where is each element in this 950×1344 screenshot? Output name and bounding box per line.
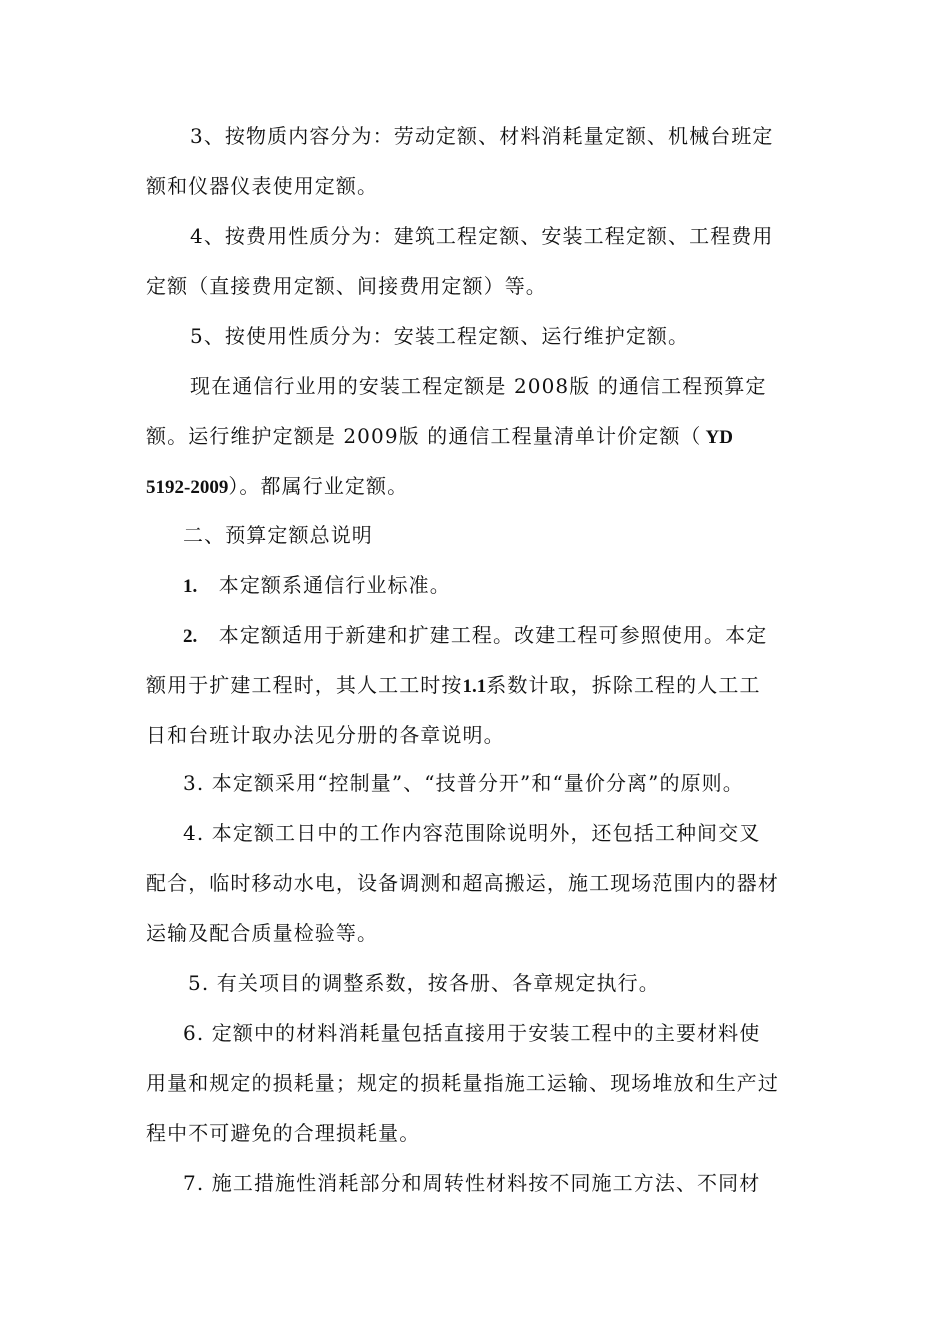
item-number: 2.	[183, 626, 198, 647]
paragraph-line: 额和仪器仪表使用定额。	[146, 174, 379, 198]
list-item: 2. 本定额适用于新建和扩建工程。改建工程可参照使用。本定	[183, 623, 768, 647]
paragraph-line: 日和台班计取办法见分册的各章说明。	[146, 723, 505, 747]
list-item: 1. 本定额系通信行业标准。	[183, 573, 451, 597]
list-item: 3. 本定额采用“控制量”、“技普分开”和“量价分离”的原则。	[183, 771, 744, 795]
list-item: 4. 本定额工日中的工作内容范围除说明外，还包括工种间交叉	[183, 821, 761, 845]
section-heading: 二、预算定额总说明	[183, 523, 373, 547]
list-item: 5. 有关项目的调整系数，按各册、各章规定执行。	[188, 971, 660, 995]
paragraph-line: 程中不可避免的合理损耗量。	[146, 1121, 421, 1145]
paragraph-line: 运输及配合质量检验等。	[146, 921, 379, 945]
standard-code-part: YD	[705, 427, 733, 448]
factor-value: 1.1	[462, 676, 487, 697]
paragraph-line: 4、按费用性质分为：建筑工程定额、安装工程定额、工程费用	[190, 224, 774, 248]
paragraph-line: 额用于扩建工程时，其人工工时按1.1系数计取，拆除工程的人工工	[146, 673, 761, 697]
paragraph-line: 5192-2009）。都属行业定额。	[146, 474, 409, 498]
list-item: 6. 定额中的材料消耗量包括直接用于安装工程中的主要材料使	[183, 1021, 761, 1045]
paragraph-line: 5、按使用性质分为：安装工程定额、运行维护定额。	[190, 324, 690, 348]
paragraph-line: 现在通信行业用的安装工程定额是 2008版 的通信工程预算定	[190, 374, 767, 398]
paragraph-line: 额。运行维护定额是 2009版 的通信工程量清单计价定额（ YD	[146, 424, 733, 448]
standard-code-part: 5192-2009	[146, 477, 229, 498]
paragraph-line: 用量和规定的损耗量；规定的损耗量指施工运输、现场堆放和生产过	[146, 1071, 779, 1095]
item-number: 1.	[183, 576, 198, 597]
paragraph-line: 定额（直接费用定额、间接费用定额）等。	[146, 274, 547, 298]
paragraph-line: 3、按物质内容分为：劳动定额、材料消耗量定额、机械台班定	[190, 124, 774, 148]
paragraph-line: 配合，临时移动水电，设备调测和超高搬运，施工现场范围内的器材	[146, 871, 779, 895]
list-item: 7. 施工措施性消耗部分和周转性材料按不同施工方法、不同材	[183, 1171, 761, 1195]
